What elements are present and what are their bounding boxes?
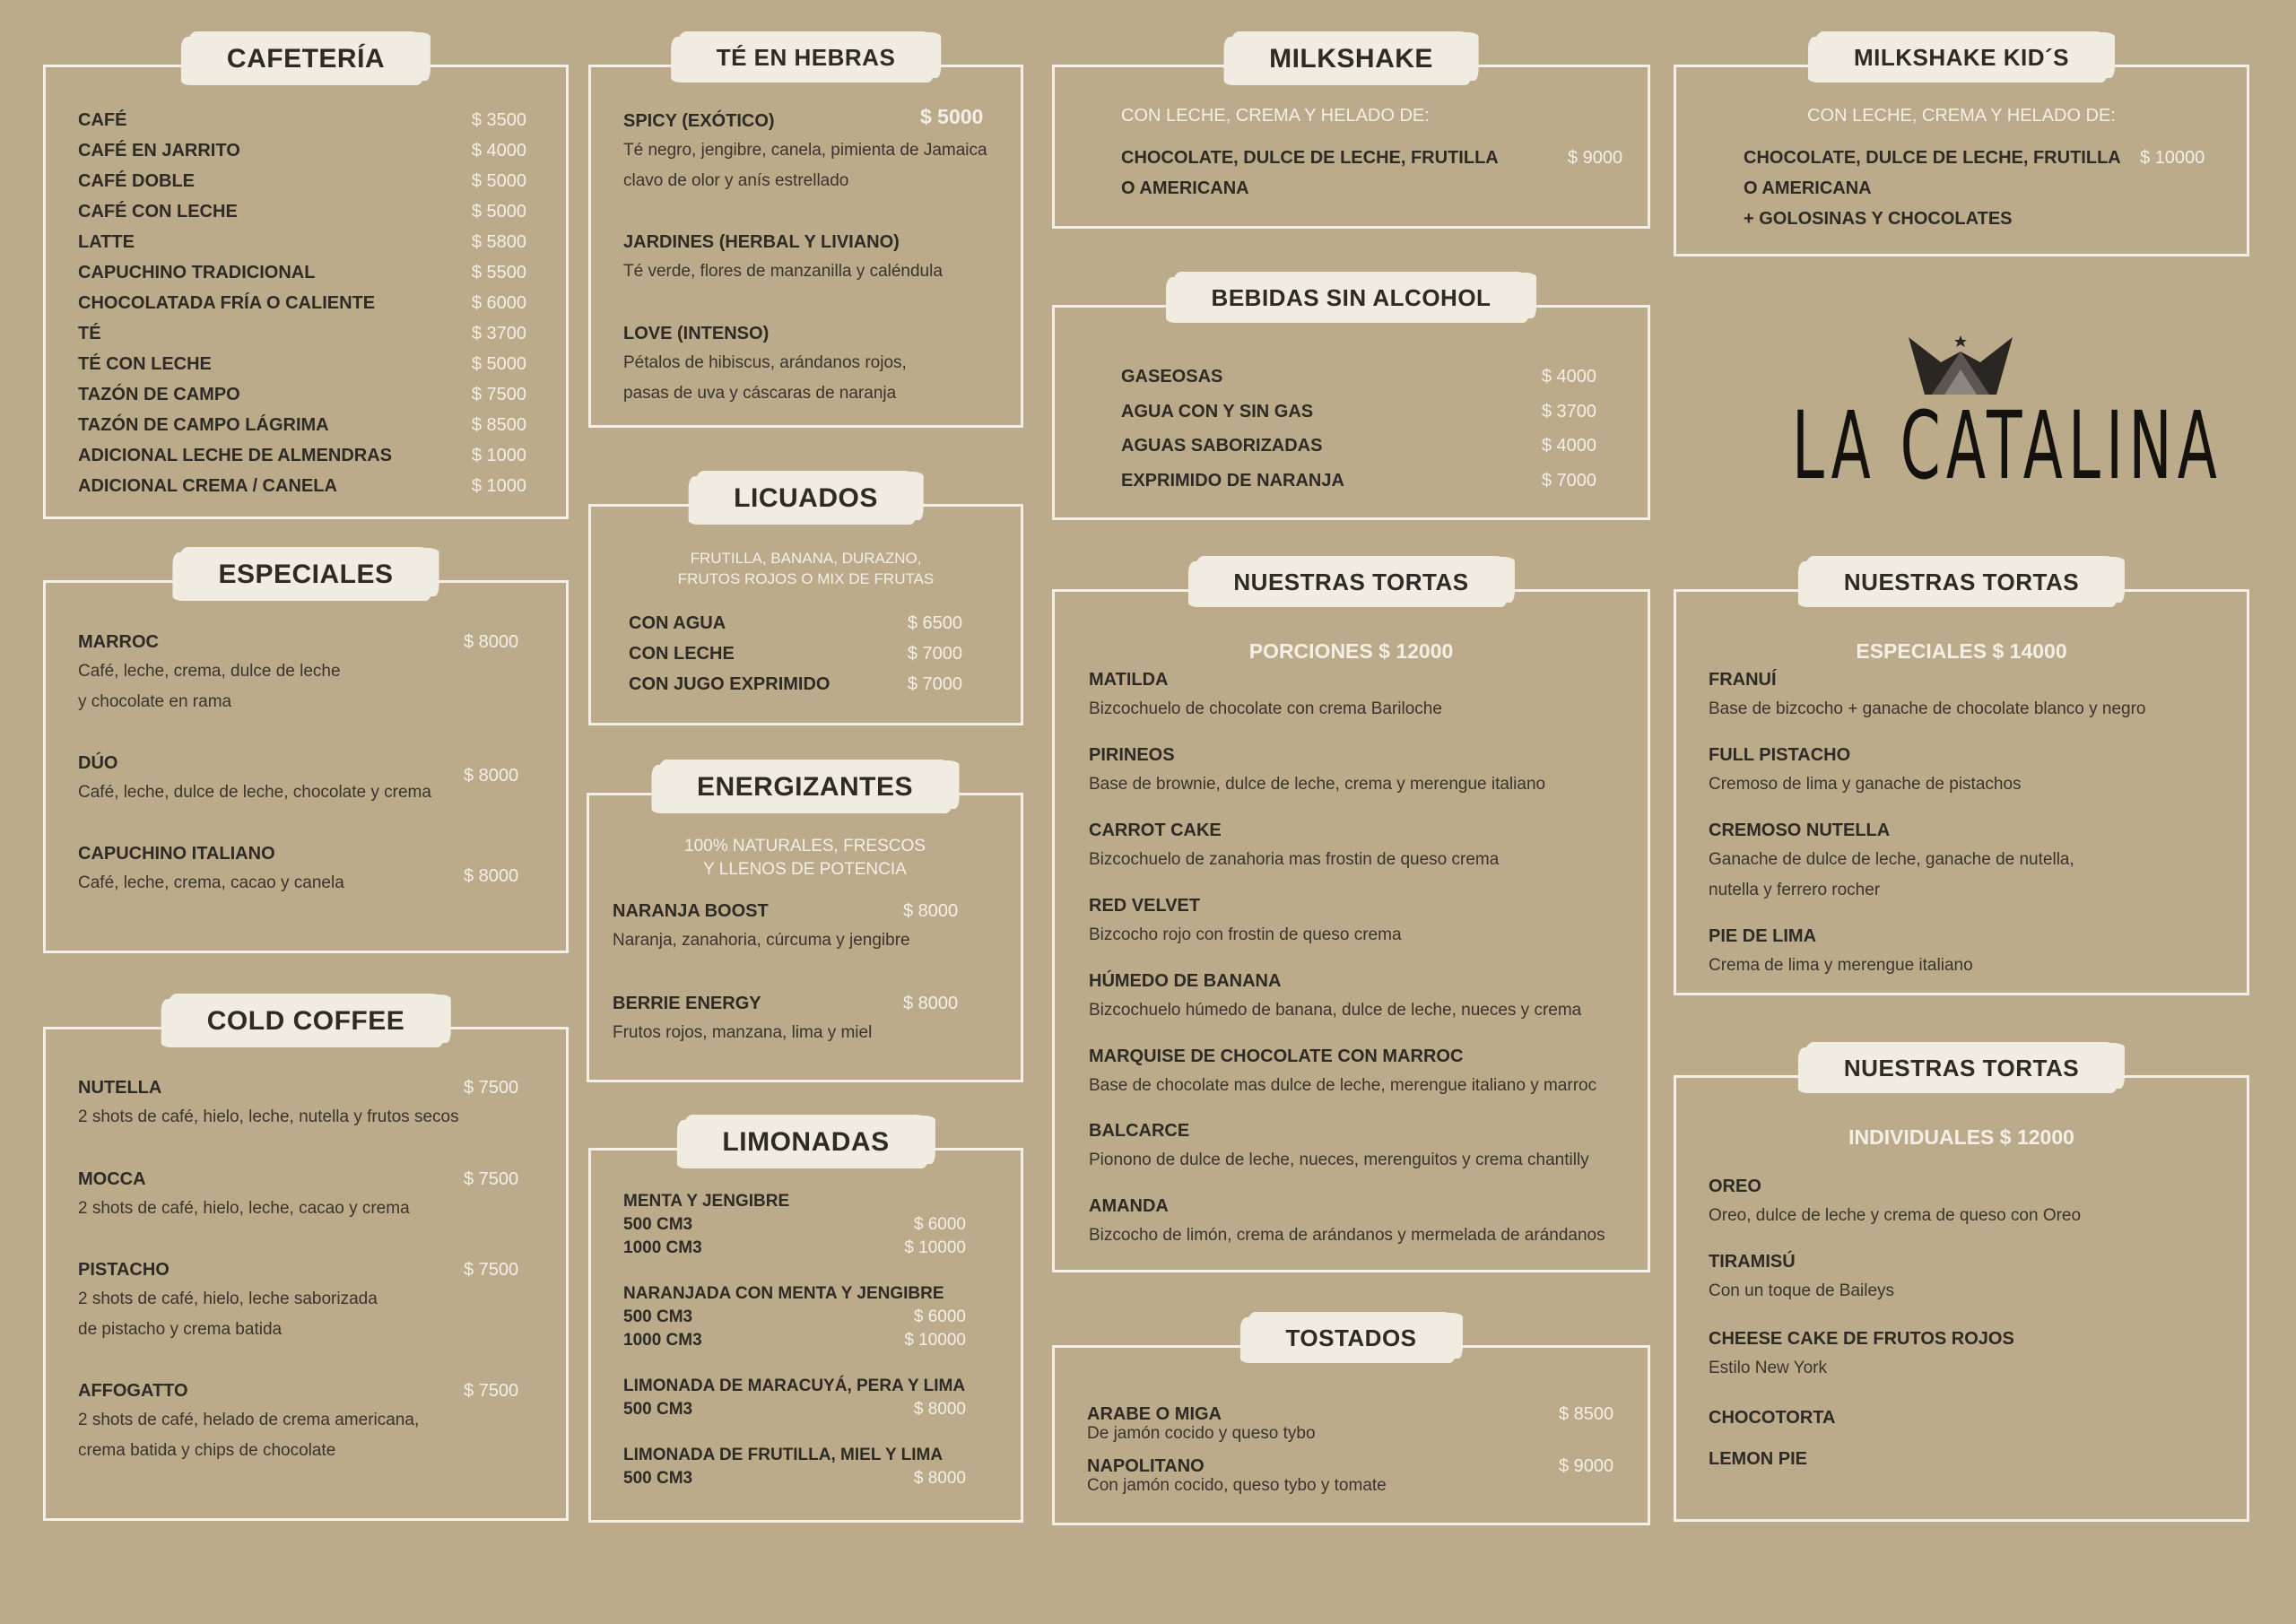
energizantes-note: 100% NATURALES, FRESCOS Y LLENOS DE POTENCIA bbox=[684, 837, 926, 879]
milkshake-note: CON LECHE, CREMA Y HELADO DE: bbox=[1121, 106, 1430, 126]
item-price: $ 8000 bbox=[464, 766, 519, 786]
list-item: GASEOSAS $ 4000 bbox=[1121, 367, 1596, 386]
especiales-title: ESPECIALES bbox=[178, 547, 432, 601]
crown-icon bbox=[1905, 325, 2016, 396]
item-name: NARANJA BOOST bbox=[613, 901, 769, 921]
item-desc: Naranja, zanahoria, cúrcuma y jengibre bbox=[613, 931, 910, 950]
item-name: FRANUÍ bbox=[1709, 670, 1777, 690]
item-desc: 2 shots de café, hielo, leche, nutella y frutos secos bbox=[78, 1107, 459, 1126]
item-desc: Té verde, flores de manzanilla y caléndula bbox=[623, 262, 943, 281]
item-desc: nutella y ferrero rocher bbox=[1709, 881, 1881, 899]
item-name: NUTELLA bbox=[78, 1078, 162, 1098]
item-desc: Café, leche, dulce de leche, chocolate y crema bbox=[78, 783, 431, 802]
item-desc: Bizcocho rojo con frostin de queso crema bbox=[1089, 925, 1402, 944]
item-name: BERRIE ENERGY bbox=[613, 994, 761, 1013]
item-desc: 2 shots de café, hielo, leche saborizada bbox=[78, 1290, 378, 1308]
milkshake-flavors: O AMERICANA bbox=[1121, 178, 1249, 198]
item-price: $ 9000 bbox=[1559, 1456, 1614, 1476]
item-price: $ 8000 bbox=[903, 901, 959, 921]
item-price: $ 7500 bbox=[464, 1381, 519, 1401]
list-item: LATTE $ 5800 bbox=[78, 232, 526, 252]
te-price: $ 5000 bbox=[920, 105, 984, 128]
milkshake-kids-price: $ 10000 bbox=[2140, 148, 2205, 168]
item-desc: Bizcochuelo de zanahoria mas frostin de queso crema bbox=[1089, 850, 1500, 869]
item-name: CARROT CAKE bbox=[1089, 821, 1222, 840]
licuados-section bbox=[588, 483, 1023, 725]
list-item: CAPUCHINO TRADICIONAL $ 5500 bbox=[78, 263, 526, 282]
item-price: $ 7500 bbox=[464, 1169, 519, 1189]
list-item: 500 CM3 $ 6000 bbox=[623, 1215, 966, 1234]
item-desc: y chocolate en rama bbox=[78, 692, 232, 711]
item-desc: Ganache de dulce de leche, ganache de nutella, bbox=[1709, 850, 2074, 869]
item-name: PIRINEOS bbox=[1089, 745, 1175, 765]
list-item: 500 CM3 $ 8000 bbox=[623, 1469, 966, 1488]
tortas-porciones-section bbox=[1052, 569, 1650, 1272]
tortas-especiales-subtitle: ESPECIALES $ 14000 bbox=[1856, 639, 2067, 663]
item-name: HÚMEDO DE BANANA bbox=[1089, 971, 1282, 991]
list-item: EXPRIMIDO DE NARANJA $ 7000 bbox=[1121, 470, 1596, 491]
item-price: $ 7500 bbox=[464, 1078, 519, 1098]
item-name: OREO bbox=[1709, 1177, 1761, 1196]
item-desc: Bizcochuelo húmedo de banana, dulce de leche, nueces y crema bbox=[1089, 1001, 1582, 1020]
list-item: TAZÓN DE CAMPO $ 7500 bbox=[78, 385, 526, 404]
milkshake-price: $ 9000 bbox=[1568, 148, 1623, 168]
list-item: CAFÉ CON LECHE $ 5000 bbox=[78, 202, 526, 221]
list-item: CON JUGO EXPRIMIDO $ 7000 bbox=[629, 674, 962, 694]
list-item: CON AGUA $ 6500 bbox=[629, 613, 962, 633]
item-name: CHEESE CAKE DE FRUTOS ROJOS bbox=[1709, 1329, 2014, 1349]
cafeteria-title: CAFETERÍA bbox=[187, 31, 424, 85]
list-item: 500 CM3 $ 6000 bbox=[623, 1307, 966, 1326]
item-desc: Base de bizcocho + ganache de chocolate blanco y negro bbox=[1709, 699, 2146, 718]
item-price: $ 8000 bbox=[464, 866, 519, 886]
item-name: RED VELVET bbox=[1089, 896, 1201, 916]
milkshake-kids-flavors: CHOCOLATE, DULCE DE LECHE, FRUTILLA bbox=[1744, 148, 2121, 168]
list-item: 500 CM3 $ 8000 bbox=[623, 1400, 966, 1419]
tostados-title: TOSTADOS bbox=[1246, 1312, 1456, 1363]
tortas-porciones-title: NUESTRAS TORTAS bbox=[1194, 556, 1508, 607]
item-name: TIRAMISÚ bbox=[1709, 1252, 1796, 1272]
tostados-section bbox=[1052, 1324, 1650, 1525]
item-desc: Bizcochuelo de chocolate con crema Bariloche bbox=[1089, 699, 1442, 718]
item-desc: Pionono de dulce de leche, nueces, merenguitos y crema chantilly bbox=[1089, 1151, 1589, 1169]
tortas-especiales-section bbox=[1674, 569, 2249, 995]
item-desc: Con un toque de Baileys bbox=[1709, 1281, 1895, 1300]
licuados-note: FRUTILLA, BANANA, DURAZNO, FRUTOS ROJOS O MIX DE FRUTAS bbox=[677, 550, 935, 587]
list-item: CAFÉ EN JARRITO $ 4000 bbox=[78, 141, 526, 161]
item-desc: 2 shots de café, hielo, leche, cacao y crema bbox=[78, 1199, 410, 1218]
item-name: MARROC bbox=[78, 632, 159, 652]
item-desc: Pétalos de hibiscus, arándanos rojos, bbox=[623, 353, 907, 372]
list-item: CAFÉ DOBLE $ 5000 bbox=[78, 171, 526, 191]
item-name: CREMOSO NUTELLA bbox=[1709, 821, 1891, 840]
item-desc: Base de brownie, dulce de leche, crema y merengue italiano bbox=[1089, 775, 1546, 794]
item-desc: crema batida y chips de chocolate bbox=[78, 1441, 336, 1460]
item-desc: Té negro, jengibre, canela, pimienta de Jamaica bbox=[623, 141, 987, 160]
list-item: 1000 CM3 $ 10000 bbox=[623, 1331, 966, 1350]
item-desc: Base de chocolate mas dulce de leche, merengue italiano y marroc bbox=[1089, 1076, 1597, 1095]
item-desc: Café, leche, crema, cacao y canela bbox=[78, 873, 344, 892]
te-title: TÉ EN HEBRAS bbox=[677, 31, 935, 83]
especiales-section bbox=[43, 560, 569, 953]
item-name: DÚO bbox=[78, 753, 118, 773]
energizantes-title: ENERGIZANTES bbox=[657, 760, 952, 813]
bebidas-title: BEBIDAS SIN ALCOHOL bbox=[1172, 272, 1531, 323]
item-name: CAPUCHINO ITALIANO bbox=[78, 844, 275, 864]
milkshake-kids-section bbox=[1674, 44, 2249, 256]
milkshake-title: MILKSHAKE bbox=[1230, 31, 1473, 85]
item-desc: Crema de lima y merengue italiano bbox=[1709, 956, 1973, 975]
milkshake-section bbox=[1052, 44, 1650, 229]
item-desc: De jamón cocido y queso tybo bbox=[1087, 1424, 1316, 1443]
item-name: PIE DE LIMA bbox=[1709, 926, 1817, 946]
list-item: ADICIONAL CREMA / CANELA $ 1000 bbox=[78, 476, 526, 496]
limonadas-title: LIMONADAS bbox=[683, 1115, 928, 1168]
list-item: CHOCOLATADA FRÍA O CALIENTE $ 6000 bbox=[78, 293, 526, 313]
list-item: TÉ $ 3700 bbox=[78, 324, 526, 343]
item-name: LEMON PIE bbox=[1709, 1449, 1808, 1469]
cold-coffee-title: COLD COFFEE bbox=[168, 994, 445, 1047]
item-name: SPICY (EXÓTICO) bbox=[623, 111, 775, 131]
tortas-individuales-title: NUESTRAS TORTAS bbox=[1805, 1042, 2118, 1093]
limonada-name: LIMONADA DE FRUTILLA, MIEL Y LIMA bbox=[623, 1446, 944, 1464]
licuados-title: LICUADOS bbox=[694, 471, 918, 525]
item-price: $ 8500 bbox=[1559, 1404, 1614, 1424]
list-item: AGUAS SABORIZADAS $ 4000 bbox=[1121, 436, 1596, 456]
item-desc: pasas de uva y cáscaras de naranja bbox=[623, 384, 897, 403]
item-name: MATILDA bbox=[1089, 670, 1169, 690]
item-desc: Oreo, dulce de leche y crema de queso con Oreo bbox=[1709, 1206, 2082, 1225]
item-name: AFFOGATTO bbox=[78, 1381, 188, 1401]
tortas-porciones-subtitle: PORCIONES $ 12000 bbox=[1248, 639, 1454, 663]
item-name: JARDINES (HERBAL Y LIVIANO) bbox=[623, 232, 900, 252]
item-desc: Cremoso de lima y ganache de pistachos bbox=[1709, 775, 2022, 794]
limonada-name: LIMONADA DE MARACUYÁ, PERA Y LIMA bbox=[623, 1376, 966, 1395]
list-item: CAFÉ $ 3500 bbox=[78, 110, 526, 130]
item-desc: Con jamón cocido, queso tybo y tomate bbox=[1087, 1476, 1387, 1495]
item-desc: Frutos rojos, manzana, lima y miel bbox=[613, 1023, 873, 1042]
item-desc: de pistacho y crema batida bbox=[78, 1320, 283, 1339]
milkshake-kids-extra: + GOLOSINAS Y CHOCOLATES bbox=[1744, 209, 2013, 229]
milkshake-kids-flavors: O AMERICANA bbox=[1744, 178, 1872, 198]
tortas-especiales-title: NUESTRAS TORTAS bbox=[1805, 556, 2118, 607]
limonada-name: NARANJADA CON MENTA Y JENGIBRE bbox=[623, 1284, 944, 1303]
milkshake-kids-title: MILKSHAKE KID´S bbox=[1814, 31, 2109, 83]
tortas-individuales-subtitle: INDIVIDUALES $ 12000 bbox=[1848, 1125, 2074, 1149]
item-name: BALCARCE bbox=[1089, 1121, 1190, 1141]
cafeteria-list bbox=[78, 105, 526, 501]
list-item: TAZÓN DE CAMPO LÁGRIMA $ 8500 bbox=[78, 415, 526, 435]
item-desc: Café, leche, crema, dulce de leche bbox=[78, 662, 341, 681]
bebidas-list bbox=[1121, 360, 1596, 498]
item-name: PISTACHO bbox=[78, 1260, 170, 1280]
item-desc: Bizcocho de limón, crema de arándanos y mermelada de arándanos bbox=[1089, 1226, 1605, 1245]
limonadas-list bbox=[623, 1190, 966, 1490]
milkshake-kids-note: CON LECHE, CREMA Y HELADO DE: bbox=[1807, 106, 2116, 126]
item-name: AMANDA bbox=[1089, 1196, 1169, 1216]
item-name: MARQUISE DE CHOCOLATE CON MARROC bbox=[1089, 1046, 1464, 1066]
item-name: NAPOLITANO bbox=[1087, 1456, 1205, 1476]
te-section bbox=[588, 44, 1023, 428]
brand-logo: LA CATALINA bbox=[1792, 391, 2223, 500]
item-name: ARABE O MIGA bbox=[1087, 1404, 1222, 1424]
item-desc: Estilo New York bbox=[1709, 1359, 1828, 1377]
item-price: $ 7500 bbox=[464, 1260, 519, 1280]
list-item: CON LECHE $ 7000 bbox=[629, 644, 962, 664]
list-item: 1000 CM3 $ 10000 bbox=[623, 1238, 966, 1257]
milkshake-flavors: CHOCOLATE, DULCE DE LECHE, FRUTILLA bbox=[1121, 148, 1499, 168]
item-name: CHOCOTORTA bbox=[1709, 1408, 1836, 1428]
item-name: FULL PISTACHO bbox=[1709, 745, 1851, 765]
cold-coffee-section bbox=[43, 1006, 569, 1521]
limonadas-section bbox=[588, 1127, 1023, 1523]
list-item: TÉ CON LECHE $ 5000 bbox=[78, 354, 526, 374]
item-desc: clavo de olor y anís estrellado bbox=[623, 171, 849, 190]
item-name: LOVE (INTENSO) bbox=[623, 324, 770, 343]
tortas-individuales-section bbox=[1674, 1055, 2249, 1522]
item-price: $ 8000 bbox=[903, 994, 959, 1013]
list-item: ADICIONAL LECHE DE ALMENDRAS $ 1000 bbox=[78, 446, 526, 465]
item-desc: 2 shots de café, helado de crema americana, bbox=[78, 1411, 420, 1429]
energizantes-section bbox=[587, 772, 1023, 1082]
item-name: MOCCA bbox=[78, 1169, 146, 1189]
limonada-name: MENTA Y JENGIBRE bbox=[623, 1192, 790, 1211]
item-price: $ 8000 bbox=[464, 632, 519, 652]
list-item: AGUA CON Y SIN GAS $ 3700 bbox=[1121, 401, 1596, 421]
licuados-list bbox=[629, 608, 962, 699]
bebidas-section bbox=[1052, 284, 1650, 520]
cafeteria-section bbox=[43, 44, 569, 519]
